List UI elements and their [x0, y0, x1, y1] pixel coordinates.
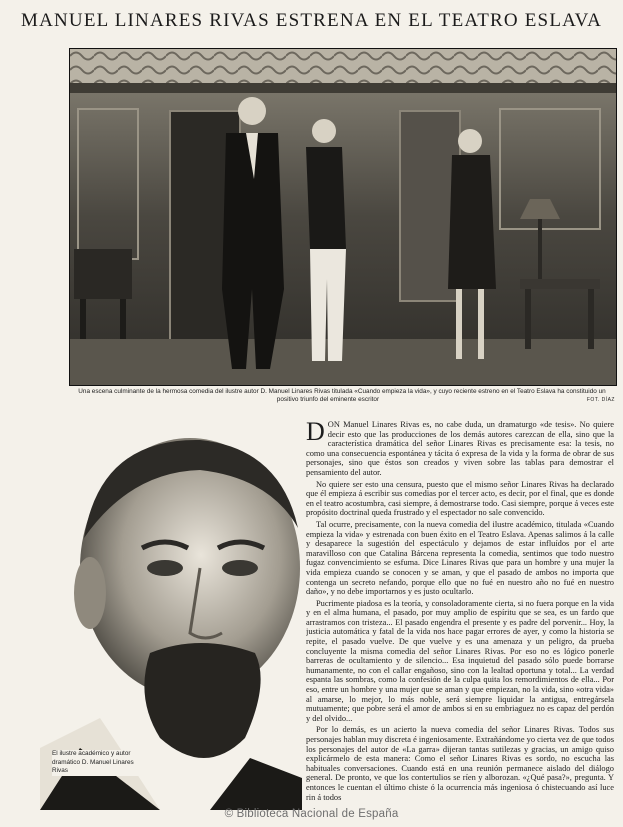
library-watermark: © Biblioteca Nacional de España: [224, 808, 399, 820]
theatre-scene-image: [70, 49, 616, 385]
portrait-caption: El ilustre académico y autor dramático D. Manuel Linares Rivas: [52, 750, 144, 776]
theatre-scene-photo: [69, 48, 617, 386]
headline: MANUEL LINARES RIVAS ESTRENA EN EL TEATRO ESLAVA: [20, 10, 602, 31]
article-body: [306, 420, 614, 813]
photo-credit: FOT. DÍAZ: [586, 397, 615, 403]
article-paragraph: Tal ocurre, precisamente, con la nueva comedia del ilustre académico, titulada «Cuando empieza la vida» y estrenada con buen éxito en el Teatro Eslava. Apenas salimos á la calle y desaparece la sugestión del espectáculo y dejamos de estar influídos por el arte maravilloso con que Catalina Bárcena representa la comedia, sentimos que todo nuestro fugaz convencimiento se esfuma. Dice Linares Rivas que para un hombre y una mujer la vida empieza cuando se conocen y se aman, y que el pasado de ambos no importa que contenga un secreto nefando, porque ello que no fué en nuestro año no fué en nuestro daño», y no debe importarnos y es justo ocultarlo.: [306, 519, 614, 597]
photo-caption: [69, 388, 615, 404]
article-paragraph: Por lo demás, es un acierto la nueva comedia del señor Linares Rivas. Todos sus personajes hablan muy discreta é ingeniosamente. Extrañándome yo cierta vez de que todos los personajes del autor de «La garra» dijeran tantas sutilezas y gracias, un amigo quiso explicármelo de esta manera: Como el señor Linares Rivas es sordo, no escucha las habituales conversaciones. Cuando está en una reunión permanece aislado del diálogo general. De pronto, ve que los contertulios se ríen y alborozan. «¿Qué pasa?», pregunta. Y entonces le cuentan el último chiste ó la ocurrencia más ingeniosa ó chistecuando así luce rin á todos: [306, 725, 614, 802]
article-paragraph: Pucrimente piadosa es la teoría, y consoladoramente cierta, si no fuera porque en la vida y en el alma humana, el pasado, por muy amplio de espíritu que se sea, es un fardo que arrastramos con tristeza... El pasado engendra el presente y es padre del porvenir... Hoy, la justicia automática y fatal de la vida nos hace pagar errores de ayer, y como la historia se repite, el pasado vuelve. De que vuelve y es una amenaza y un peligro, da prueba concluyente la misma comedia del señor Linares Rivas. Por eso no es lógico ponerle barreras de ocultamiento y de silencio... Esa inquietud del pasado sólo puede borrarse humanamente, no con el callar engañoso, sino con la lealtad oportuna y total... La verdad espanta las sombras, como la confesión de la culpa quita los remordimientos de ella... Por eso, entre un hombre y una mujer que se aman y que empiezan, no la vida, sino «otra vida» al amarse, lo mejor, lo más noble, será siempre liquidar la antigua, entregársela mutuamente; que pobre será el amor de ambos si en su embriaguez no es capaz del perdón y del olvido...: [306, 598, 614, 723]
article-paragraph: [306, 420, 614, 478]
photo-caption-text: Una escena culminante de la hermosa comedia del ilustre autor D. Manuel Linares Rivas titulada «Cuando empieza la vida», y cuyo reciente estreno en el Teatro Eslava ha constituido un positivo triunfo del eminente escritor: [78, 388, 606, 403]
drop-cap: D: [306, 420, 325, 446]
paragraph-text: ON Manuel Linares Rivas es, no cabe duda, un dramaturgo «de tesis». No quiere decir esto que las producciones de los demás autores carezcan de ella, sino que la característica dramática del señor Linares Rivas es precisamente esa: la tesis, no como una consecuencia espontánea y tácita ó expresa de la vida y la forma de obrar de sus personajes, sino que éstos son creados y viven sobre las tablas para demostrar el pensamiento del autor.: [306, 420, 614, 477]
article-paragraph: No quiere ser esto una censura, puesto que el mismo señor Linares Rivas ha declarado que él empieza á escribir sus comedias por el tercer acto, es decir, por el final, que es donde en el teatro acostumbra, casi siempre, á demostrarse todo. Casi siempre, porque á veces este propósito doctrinal queda frustrado y el espectador no sale convencido.: [306, 479, 614, 518]
